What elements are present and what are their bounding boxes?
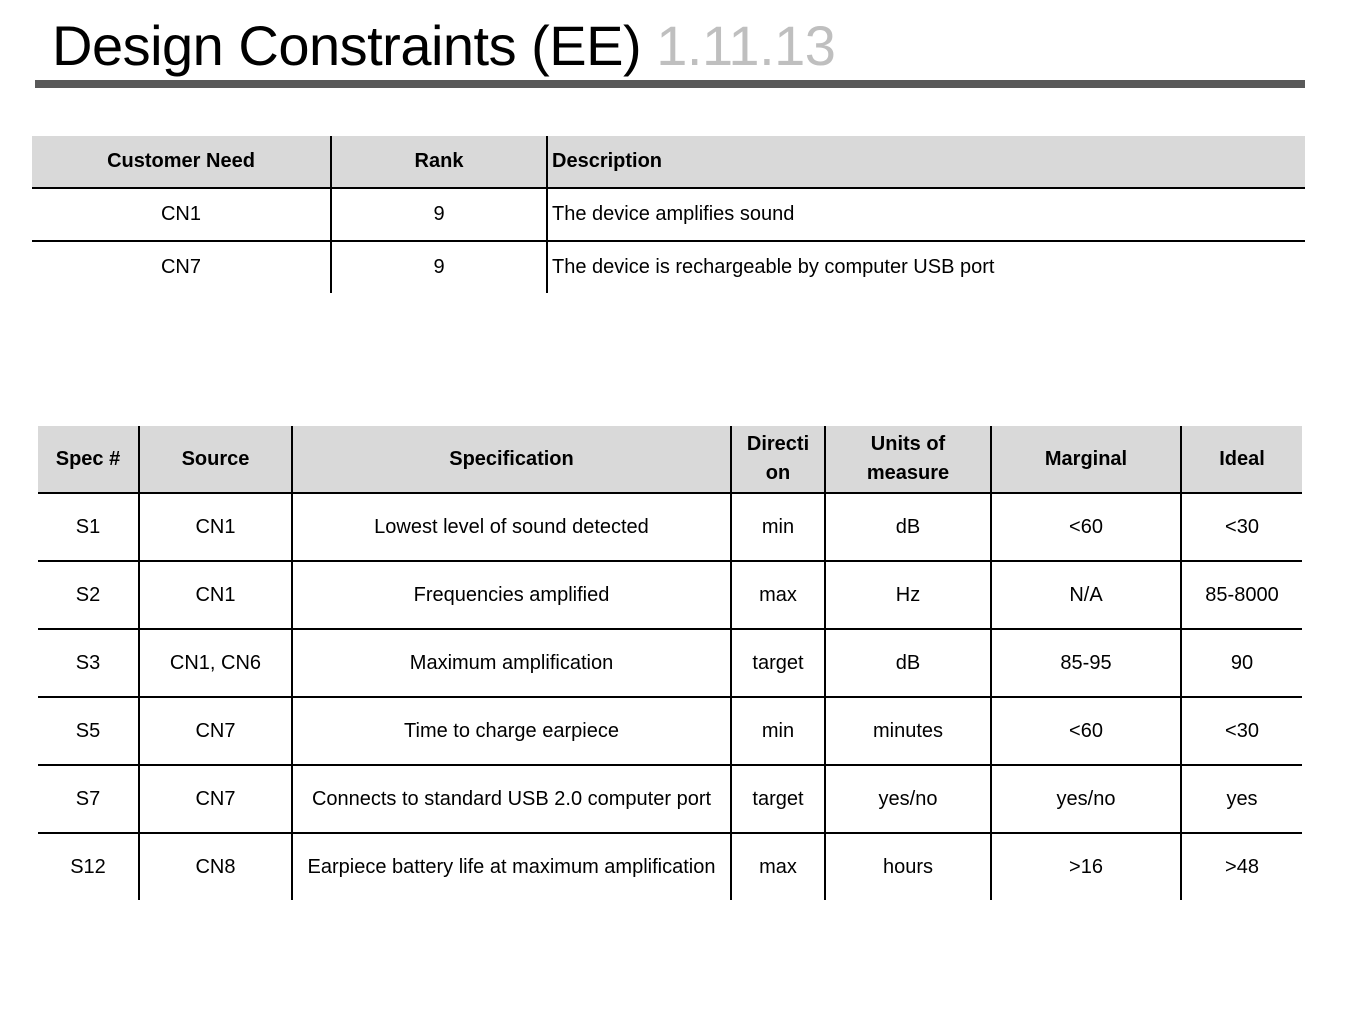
table-row (32, 188, 1305, 241)
cell-spec: S7 (38, 765, 139, 833)
cell-ideal: yes (1181, 765, 1302, 833)
cell-ideal: 85-8000 (1181, 561, 1302, 629)
cell-ideal: 90 (1181, 629, 1302, 697)
cell-specification: Maximum amplification (292, 629, 731, 697)
cell-source: CN1 (139, 561, 292, 629)
cell-specification: Time to charge earpiece (292, 697, 731, 765)
cell-spec: S3 (38, 629, 139, 697)
table-header-row (32, 136, 1305, 188)
cell-marginal: 85-95 (991, 629, 1181, 697)
header-spec-number: Spec # (38, 426, 139, 493)
header-units: Units of measure (825, 426, 991, 493)
page-title (52, 10, 835, 82)
cell-description: The device is rechargeable by computer USB port (547, 241, 1305, 293)
header-marginal: Marginal (991, 426, 1181, 493)
cell-source: CN8 (139, 833, 292, 900)
header-ideal: Ideal (1181, 426, 1302, 493)
table-row (38, 629, 1302, 697)
header-customer-need: Customer Need (32, 136, 331, 188)
cell-direction: target (731, 629, 825, 697)
cell-marginal: <60 (991, 697, 1181, 765)
cell-need: CN1 (32, 188, 331, 241)
title-divider (35, 80, 1305, 88)
cell-ideal: <30 (1181, 697, 1302, 765)
cell-specification: Earpiece battery life at maximum amplification (292, 833, 731, 900)
cell-need: CN7 (160, 256, 201, 278)
table-row (38, 561, 1302, 629)
cell-direction: max (731, 561, 825, 629)
cell-source: CN1 (139, 493, 292, 561)
header-description: Description (547, 136, 1305, 188)
cell-marginal: yes/no (991, 765, 1181, 833)
header-source: Source (139, 426, 292, 493)
cell-description: The device amplifies sound (547, 188, 1305, 241)
cell-specification: Frequencies amplified (292, 561, 731, 629)
cell-source: CN1, CN6 (139, 629, 292, 697)
cell-specification: Connects to standard USB 2.0 computer port (292, 765, 731, 833)
cell-marginal: >16 (991, 833, 1181, 900)
cell-ideal: >48 (1181, 833, 1302, 900)
cell-spec: S12 (70, 855, 106, 878)
cell-marginal: <60 (991, 493, 1181, 561)
table-row (38, 833, 1302, 900)
specifications-table (38, 426, 1302, 900)
cell-rank: 9 (331, 241, 547, 293)
cell-direction: min (731, 697, 825, 765)
cell-rank: 9 (331, 188, 547, 241)
cell-specification: Lowest level of sound detected (292, 493, 731, 561)
table-row (38, 493, 1302, 561)
header-rank: Rank (331, 136, 547, 188)
cell-units: yes/no (825, 765, 991, 833)
cell-source: CN7 (139, 765, 292, 833)
cell-marginal: N/A (991, 561, 1181, 629)
title-date: 1.11.13 (656, 14, 836, 77)
cell-source: CN7 (139, 697, 292, 765)
header-direction: Directi on (731, 426, 825, 493)
cell-ideal: <30 (1181, 493, 1302, 561)
table-row (38, 697, 1302, 765)
cell-spec: S1 (38, 493, 139, 561)
customer-needs-table (32, 136, 1305, 293)
table-row (38, 765, 1302, 833)
cell-direction: max (731, 833, 825, 900)
cell-spec: S5 (38, 697, 139, 765)
header-specification: Specification (292, 426, 731, 493)
cell-direction: min (731, 493, 825, 561)
title-text: Design Constraints (EE) (52, 14, 642, 77)
cell-units: dB (825, 629, 991, 697)
table-header-row (38, 426, 1302, 493)
cell-units: hours (825, 833, 991, 900)
table-row (32, 241, 1305, 293)
cell-units: minutes (825, 697, 991, 765)
cell-direction: target (731, 765, 825, 833)
cell-spec: S2 (38, 561, 139, 629)
cell-units: Hz (825, 561, 991, 629)
cell-units: dB (825, 493, 991, 561)
